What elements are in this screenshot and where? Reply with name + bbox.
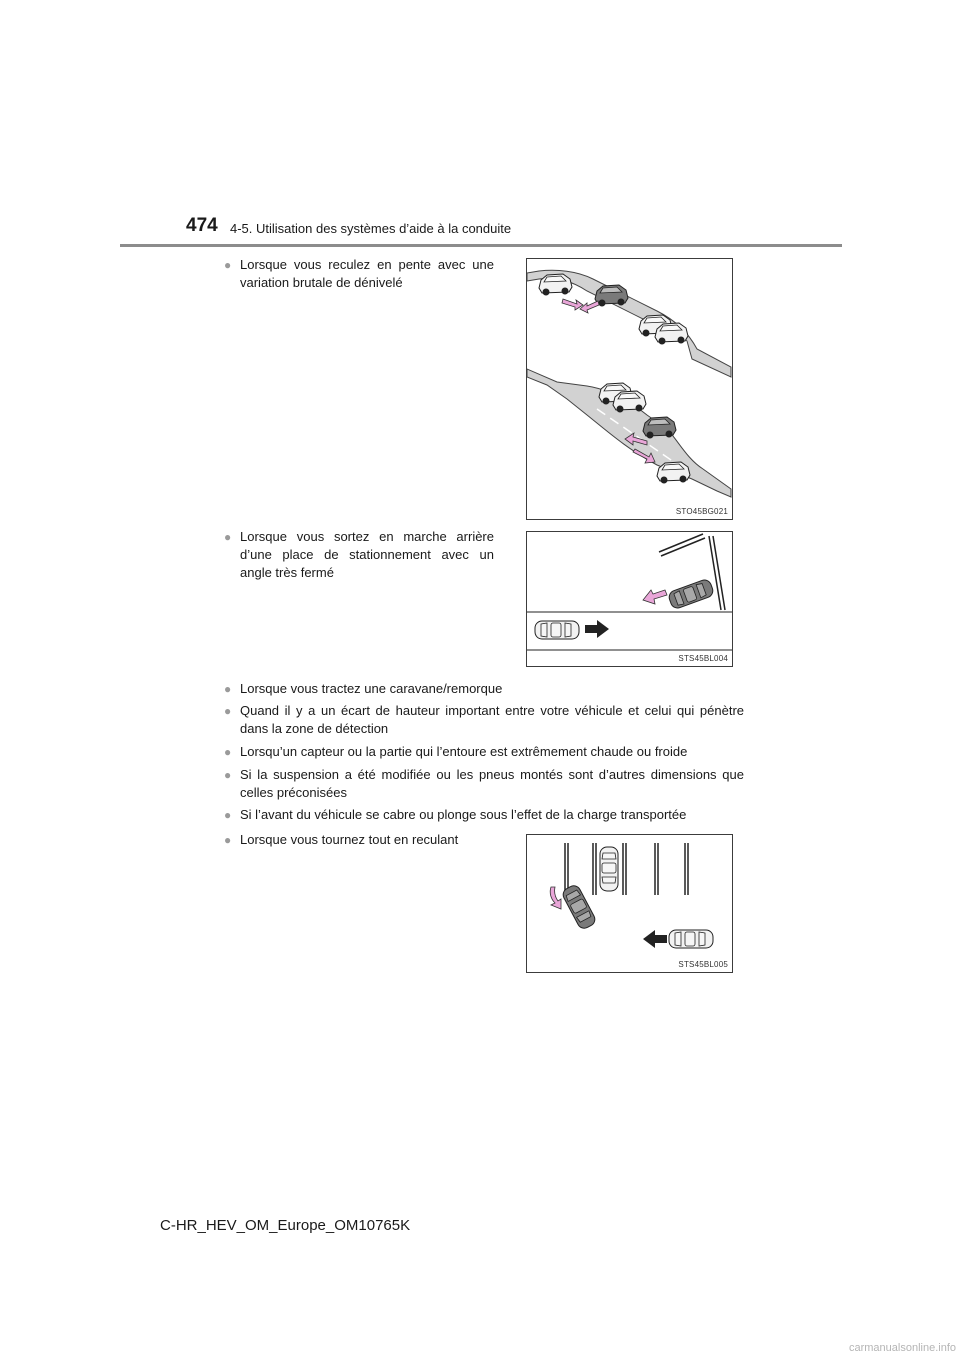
bullet-icon: ● xyxy=(224,530,232,544)
car-dark-icon xyxy=(643,417,676,438)
header-rule xyxy=(120,244,842,247)
car-light-icon xyxy=(600,847,618,891)
list-item xyxy=(224,702,744,738)
list-item-text: Quand il y a un écart de hauteur important entre votre véhicule et celui qui pénètre dans la zone de détection xyxy=(240,703,744,736)
list-item-text: Lorsque vous reculez en pente avec une variation brutale de dénivelé xyxy=(240,257,494,290)
figure-code: STS45BL005 xyxy=(678,960,728,969)
car-light-icon xyxy=(539,274,572,295)
list-item xyxy=(224,528,494,582)
figure-turning-reverse xyxy=(526,834,733,973)
list-item xyxy=(224,256,494,292)
bullet-icon: ● xyxy=(224,833,232,847)
figure-angled-parking-exit xyxy=(526,531,733,667)
car-light-icon xyxy=(657,462,690,483)
list-item xyxy=(224,806,744,824)
list-item xyxy=(224,831,494,849)
list-item-text: Lorsque vous tractez une caravane/remorque xyxy=(240,681,503,696)
section-title: 4-5. Utilisation des systèmes d’aide à la conduite xyxy=(230,221,512,236)
bullet-icon: ● xyxy=(224,258,232,272)
arrow-icon xyxy=(562,299,583,310)
car-light-icon xyxy=(655,323,688,344)
page-number: 474 xyxy=(186,215,218,236)
figure-code: STS45BL004 xyxy=(678,654,728,663)
figure-turning-illustration xyxy=(527,835,732,972)
figure-slope-reversing xyxy=(526,258,733,520)
figure-slope-illustration xyxy=(527,259,732,519)
car-dark-icon xyxy=(595,285,628,306)
list-item-text: Lorsque vous tournez tout en reculant xyxy=(240,832,459,847)
arrow-icon xyxy=(643,930,667,948)
arrow-icon xyxy=(580,301,599,313)
car-light-icon xyxy=(669,930,713,948)
car-light-icon xyxy=(613,391,646,412)
arrow-icon xyxy=(643,590,667,604)
bullet-icon: ● xyxy=(224,808,232,822)
arrow-icon xyxy=(585,620,609,638)
bullet-icon: ● xyxy=(224,704,232,718)
bullet-icon: ● xyxy=(224,682,232,696)
list-item-text: Si l’avant du véhicule se cabre ou plonge sous l’effet de la charge transportée xyxy=(240,807,687,822)
list-item xyxy=(224,680,744,698)
figure-code: STO45BG021 xyxy=(675,507,728,516)
car-dark-icon xyxy=(667,578,715,610)
car-dark-icon xyxy=(561,883,598,930)
list-item xyxy=(224,766,744,802)
arrow-icon xyxy=(550,887,561,909)
list-item-text: Lorsqu’un capteur ou la partie qui l’entoure est extrêmement chaude ou froide xyxy=(240,744,688,759)
list-item-text: Lorsque vous sortez en marche arrière d’une place de stationnement avec un angle très fermé xyxy=(240,529,494,580)
list-item-text: Si la suspension a été modifiée ou les pneus montés sont d’autres dimensions que celles préconisées xyxy=(240,767,744,800)
document-id: C-HR_HEV_OM_Europe_OM10765K xyxy=(160,1217,411,1234)
car-light-icon xyxy=(535,621,579,639)
bullet-icon: ● xyxy=(224,745,232,759)
list-item xyxy=(224,743,744,761)
figure-parking-illustration xyxy=(527,532,732,666)
watermark: carmanualsonline.info xyxy=(848,1342,956,1354)
bullet-icon: ● xyxy=(224,768,232,782)
